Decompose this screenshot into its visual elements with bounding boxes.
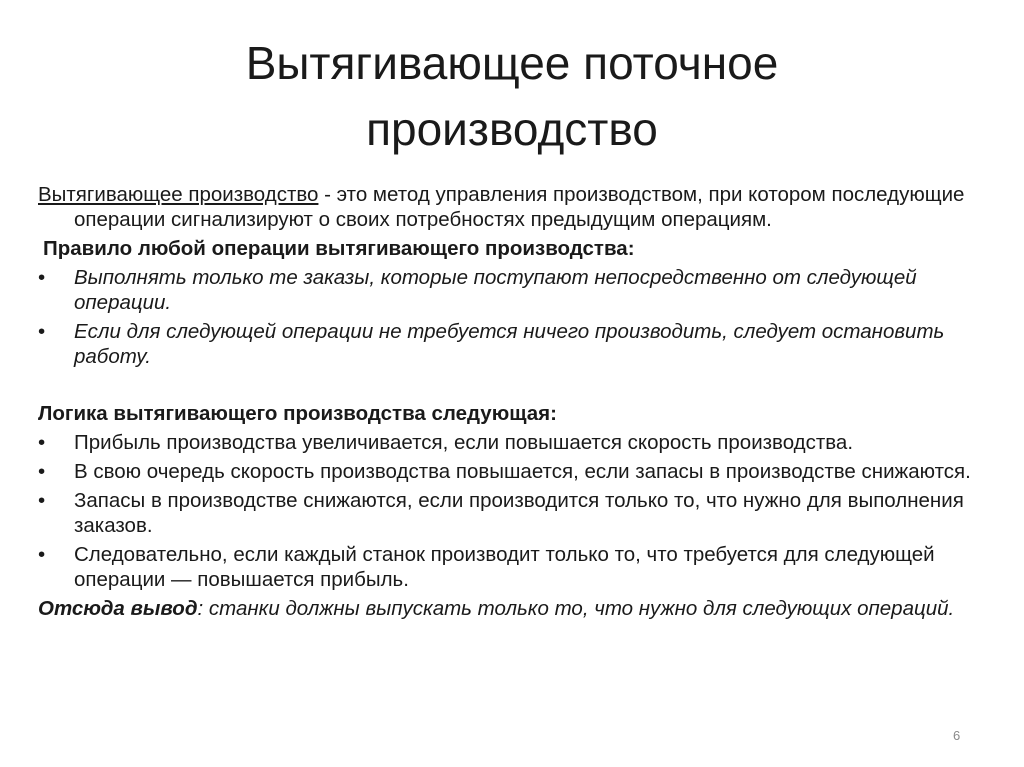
rule-item-text: Выполнять только те заказы, которые поступают непосредственно от следующей операции. <box>74 266 917 314</box>
bullet-marker: • <box>38 431 46 454</box>
definition-text: - это метод управления производством, при котором последующие операции сигнализируют о своих потребностях предыдущим операциям. <box>74 183 965 231</box>
rule-list-item <box>38 265 988 315</box>
logic-item-text: Запасы в производстве снижаются, если производится только то, что нужно для выполнения заказов. <box>74 489 964 537</box>
logic-list-item <box>38 488 988 538</box>
bullet-marker: • <box>38 489 46 512</box>
conclusion-label: Отсюда вывод <box>38 597 198 620</box>
slide-title <box>0 30 1024 162</box>
logic-heading: Логика вытягивающего производства следующая: <box>38 402 557 425</box>
logic-item-text: Следовательно, если каждый станок производит только то, что требуется для следующей операции — повышается прибыль. <box>74 543 935 591</box>
definition-term: Вытягивающее производство <box>38 183 319 206</box>
logic-item-text: Прибыль производства увеличивается, если повышается скорость производства. <box>74 431 854 454</box>
slide-title-line-2: производство <box>366 103 658 155</box>
bullet-marker: • <box>38 460 46 483</box>
rule-heading: Правило любой операции вытягивающего производства: <box>43 237 635 260</box>
logic-list-item <box>38 542 988 592</box>
slide-body <box>38 182 988 642</box>
logic-item-text: В свою очередь скорость производства повышается, если запасы в производстве снижаются. <box>74 460 971 483</box>
rule-list-item <box>38 319 988 369</box>
page-number: 6 <box>953 728 961 743</box>
rule-item-text: Если для следующей операции не требуется ничего производить, следует остановить работу. <box>74 320 945 368</box>
conclusion-text: : станки должны выпускать только то, что нужно для следующих операций. <box>197 597 955 620</box>
bullet-marker: • <box>38 543 46 566</box>
bullet-marker: • <box>38 266 46 289</box>
logic-list-item <box>38 430 988 455</box>
logic-list-item <box>38 459 988 484</box>
definition-paragraph <box>38 182 988 232</box>
bullet-marker: • <box>38 320 46 343</box>
slide-title-line-1: Вытягивающее поточное <box>245 37 779 89</box>
conclusion-paragraph <box>38 596 988 621</box>
